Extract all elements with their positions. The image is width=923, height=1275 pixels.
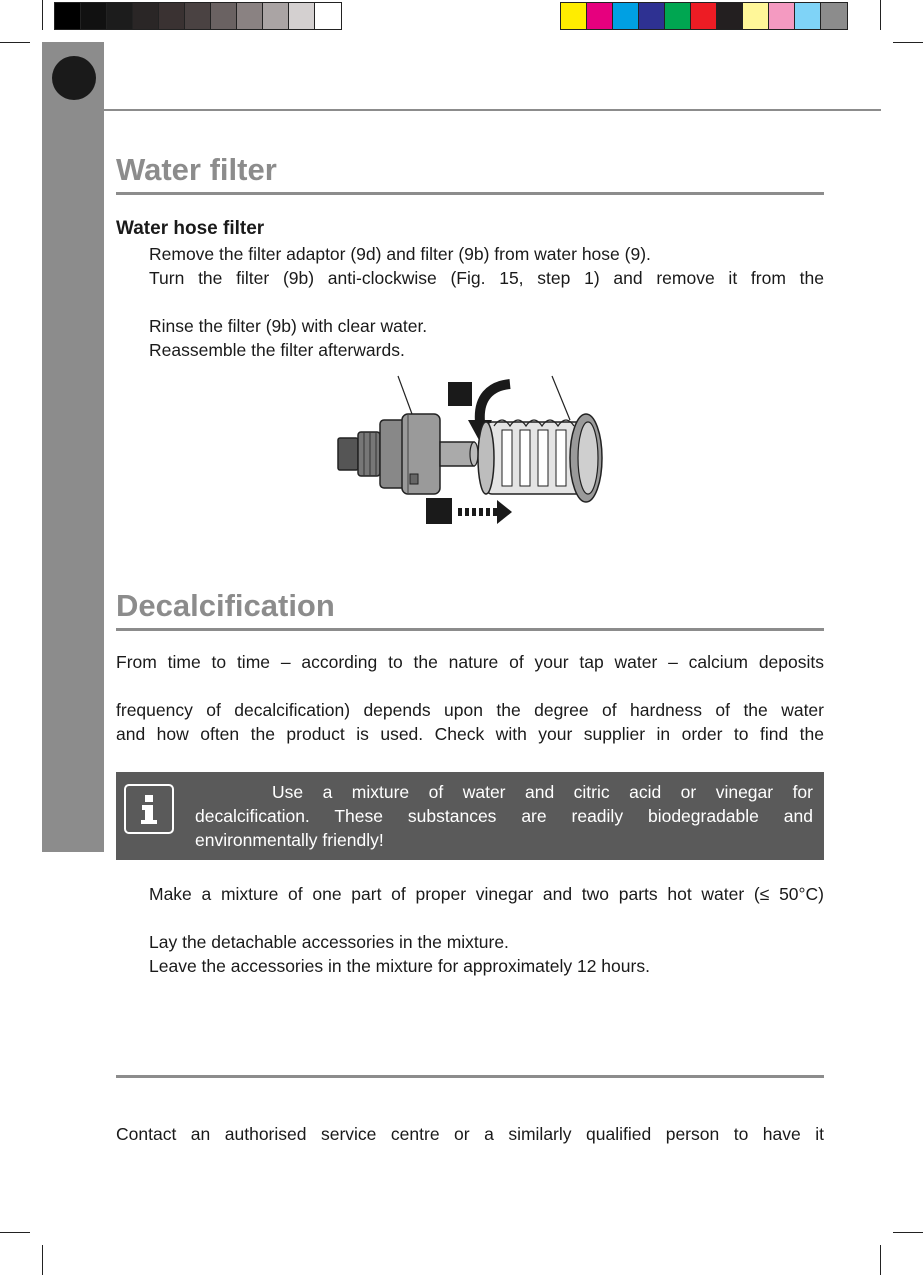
crop-mark (42, 0, 43, 30)
paragraph-line: and how often the product is used. Check with your supplier in order to find the (116, 724, 824, 744)
color-swatch (237, 3, 263, 29)
color-swatch (717, 3, 743, 29)
info-line: decalcification. These substances are readily biodegradable and (195, 806, 813, 826)
color-swatch (133, 3, 159, 29)
color-swatch (263, 3, 289, 29)
section-title-decalcification: Decalcification (116, 588, 335, 623)
color-swatch (587, 3, 613, 29)
color-swatch (639, 3, 665, 29)
color-swatch (55, 3, 81, 29)
color-swatch (81, 3, 107, 29)
color-swatch (315, 3, 341, 29)
color-swatch (289, 3, 315, 29)
crop-mark (0, 1232, 30, 1233)
color-swatch (691, 3, 717, 29)
instruction-line: Remove the filter adaptor (9d) and filter (9b) from water hose (9). (149, 244, 651, 264)
process-color-bar (560, 2, 848, 30)
info-text (195, 780, 813, 852)
section-rule (116, 628, 824, 631)
color-swatch (211, 3, 237, 29)
step-line: Make a mixture of one part of proper vinegar and two parts hot water (≤ 50°C) (149, 884, 824, 904)
info-line: Use a mixture of water and citric acid or vinegar for (272, 782, 813, 802)
section-rule (116, 192, 824, 195)
color-swatch (185, 3, 211, 29)
crop-mark (0, 42, 30, 43)
color-swatch (665, 3, 691, 29)
color-swatch (769, 3, 795, 29)
step-1-marker (448, 382, 472, 406)
subheading-water-hose-filter: Water hose filter (116, 218, 265, 239)
paragraph-line: From time to time – according to the nature of your tap water – calcium deposits (116, 652, 824, 672)
service-line: Contact an authorised service centre or a similarly qualified person to have it (116, 1124, 824, 1144)
crop-mark (893, 1232, 923, 1233)
color-swatch (561, 3, 587, 29)
paragraph-line: frequency of decalcification) depends upon the degree of hardness of the water (116, 700, 824, 720)
section-rule (116, 1075, 824, 1078)
side-tab (42, 42, 104, 852)
step-line: Lay the detachable accessories in the mixture. (149, 932, 509, 952)
color-swatch (159, 3, 185, 29)
header-rule (104, 109, 881, 111)
filter-illustration (330, 370, 620, 530)
info-icon (124, 784, 174, 834)
step-2-marker (426, 498, 452, 524)
info-line: environmentally friendly! (195, 830, 384, 850)
step-line: Leave the accessories in the mixture for approximately 12 hours. (149, 956, 650, 976)
color-swatch (795, 3, 821, 29)
section-title-water-filter: Water filter (116, 152, 277, 187)
crop-mark (893, 42, 923, 43)
crop-mark (42, 1245, 43, 1275)
color-swatch (107, 3, 133, 29)
crop-mark (880, 0, 881, 30)
crop-mark (880, 1245, 881, 1275)
color-swatch (613, 3, 639, 29)
instruction-line: Rinse the filter (9b) with clear water. (149, 316, 428, 336)
instruction-line: Turn the filter (9b) anti-clockwise (Fig. 15, step 1) and remove it from the (149, 268, 824, 288)
color-swatch (743, 3, 769, 29)
color-swatch (821, 3, 847, 29)
grayscale-color-bar (54, 2, 342, 30)
page-marker-circle (52, 56, 96, 100)
instruction-line: Reassemble the filter afterwards. (149, 340, 405, 360)
